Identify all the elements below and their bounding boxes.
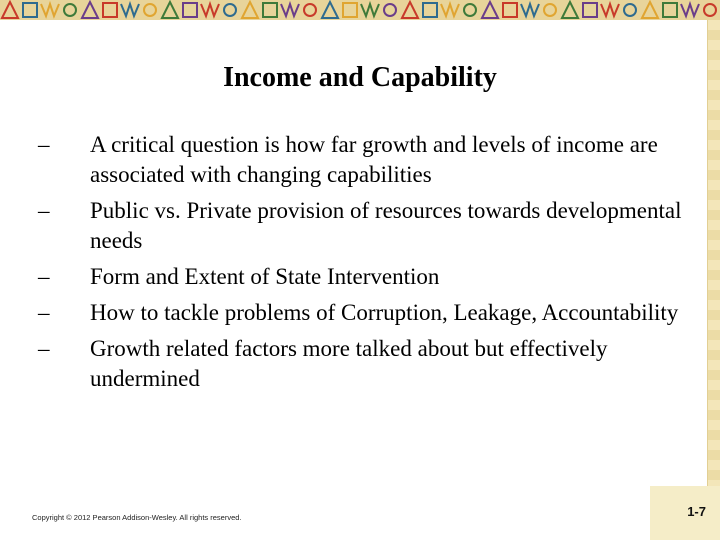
border-motif bbox=[242, 2, 258, 18]
border-motif bbox=[281, 4, 299, 16]
african-pattern-border bbox=[0, 0, 720, 20]
border-motif bbox=[2, 2, 18, 18]
border-motif bbox=[384, 4, 396, 16]
border-motif bbox=[624, 4, 636, 16]
bullet-text: Public vs. Private provision of resources towards developmental needs bbox=[90, 198, 682, 253]
border-motif bbox=[642, 2, 658, 18]
bullet-text: A critical question is how far growth and levels of income are associated with changing capabilities bbox=[90, 132, 658, 187]
bullet-dash: – bbox=[38, 264, 50, 289]
bullet-text: Growth related factors more talked about but effectively undermined bbox=[90, 336, 608, 391]
border-motif bbox=[441, 4, 459, 16]
bullet-item bbox=[38, 298, 688, 328]
border-motif bbox=[544, 4, 556, 16]
border-motif bbox=[562, 2, 578, 18]
slide-title: Income and Capability bbox=[223, 62, 497, 93]
bullet-text: How to tackle problems of Corruption, Leakage, Accountability bbox=[90, 300, 679, 325]
bullet-dash: – bbox=[38, 336, 50, 361]
border-motif bbox=[64, 4, 76, 16]
border-motif bbox=[23, 3, 37, 17]
border-motif bbox=[322, 2, 338, 18]
border-motif bbox=[464, 4, 476, 16]
decorative-top-border bbox=[0, 0, 720, 20]
border-motif bbox=[263, 3, 277, 17]
border-motif bbox=[601, 4, 619, 16]
border-motif bbox=[423, 3, 437, 17]
border-motif bbox=[361, 4, 379, 16]
border-motif bbox=[144, 4, 156, 16]
bullet-item bbox=[38, 196, 688, 256]
bullet-item bbox=[38, 130, 688, 190]
copyright-notice: Copyright © 2012 Pearson Addison-Wesley. All rights reserved. bbox=[32, 513, 242, 522]
border-motif bbox=[482, 2, 498, 18]
border-motif bbox=[82, 2, 98, 18]
border-motif bbox=[503, 3, 517, 17]
border-motif bbox=[224, 4, 236, 16]
border-motif bbox=[343, 3, 357, 17]
border-motif bbox=[183, 3, 197, 17]
border-motif bbox=[41, 4, 59, 16]
border-motif bbox=[521, 4, 539, 16]
bullet-item bbox=[38, 334, 688, 394]
bullet-dash: – bbox=[38, 132, 50, 157]
bullet-dash: – bbox=[38, 300, 50, 325]
border-motif bbox=[201, 4, 219, 16]
border-motif bbox=[121, 4, 139, 16]
page-number-box bbox=[650, 486, 720, 540]
border-motif bbox=[704, 4, 716, 16]
border-motif bbox=[304, 4, 316, 16]
bullet-list bbox=[38, 130, 688, 400]
border-motif bbox=[103, 3, 117, 17]
border-motif bbox=[402, 2, 418, 18]
bullet-dash: – bbox=[38, 198, 50, 223]
bullet-item bbox=[38, 262, 688, 292]
page-number: 1-7 bbox=[687, 504, 706, 519]
border-motif bbox=[583, 3, 597, 17]
bullet-text: Form and Extent of State Intervention bbox=[90, 264, 440, 289]
border-motif bbox=[162, 2, 178, 18]
border-motif bbox=[663, 3, 677, 17]
border-motif bbox=[681, 4, 699, 16]
